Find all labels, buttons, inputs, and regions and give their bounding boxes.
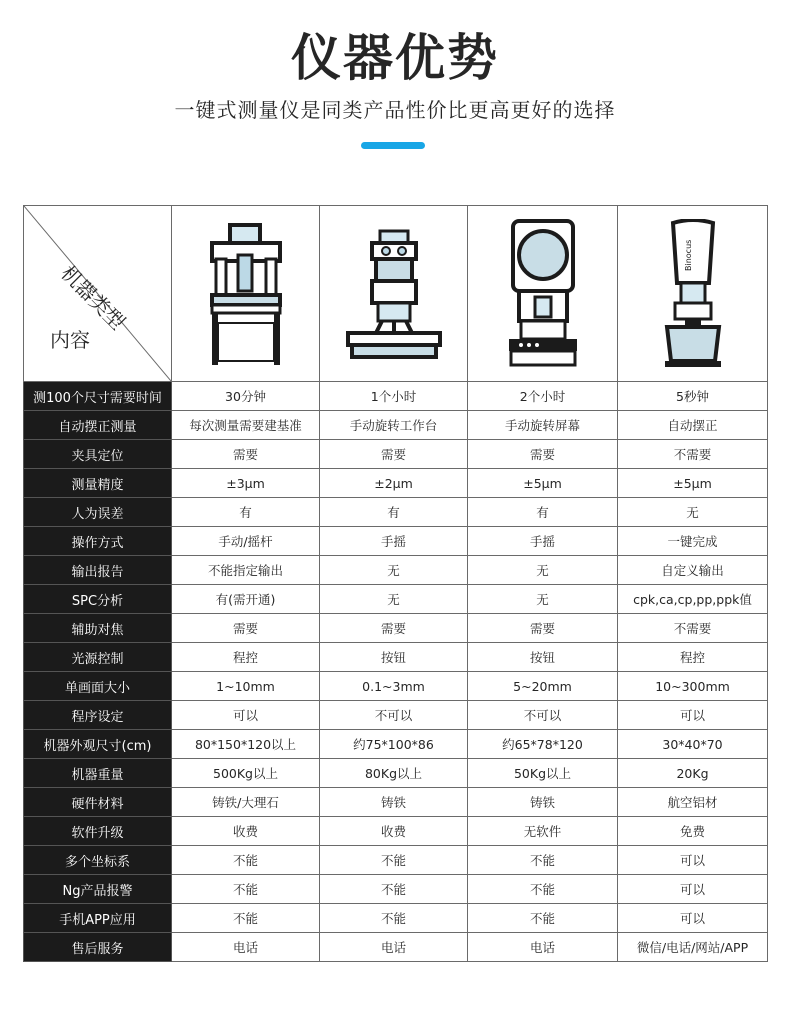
table-cell: 不能 [320, 875, 468, 904]
table-cell: 不能 [172, 904, 320, 933]
table-cell: 铸铁 [320, 788, 468, 817]
table-cell: 微信/电话/网站/APP [618, 933, 768, 962]
table-cell: 500Kg以上 [172, 759, 320, 788]
table-row [24, 730, 768, 759]
table-cell: 不能 [172, 846, 320, 875]
table-cell: 需要 [320, 440, 468, 469]
table-cell: 有 [468, 498, 618, 527]
corner-cell [24, 206, 172, 382]
profile-projector-icon [507, 219, 579, 369]
table-cell: 不需要 [618, 614, 768, 643]
table-row [24, 411, 768, 440]
table-cell: 30分钟 [172, 382, 320, 411]
table-cell: cpk,ca,cp,pp,ppk值 [618, 585, 768, 614]
table-cell: ±3μm [172, 469, 320, 498]
table-row [24, 527, 768, 556]
table-cell: 不能 [468, 904, 618, 933]
table-cell: 铸铁/大理石 [172, 788, 320, 817]
corner-content-label: 内容 [50, 328, 90, 352]
table-cell: 5秒钟 [618, 382, 768, 411]
table-cell: 铸铁 [468, 788, 618, 817]
table-row [24, 643, 768, 672]
table-cell: 自动摆正 [618, 411, 768, 440]
table-row [24, 788, 768, 817]
table-row [24, 817, 768, 846]
row-label: 测100个尺寸需要时间 [24, 382, 172, 411]
table-row [24, 904, 768, 933]
table-cell: 50Kg以上 [468, 759, 618, 788]
table-row [24, 759, 768, 788]
row-label: 硬件材料 [24, 788, 172, 817]
table-row [24, 585, 768, 614]
table-cell: ±5μm [468, 469, 618, 498]
row-label: 输出报告 [24, 556, 172, 585]
table-cell: 30*40*70 [618, 730, 768, 759]
table-cell: 需要 [172, 614, 320, 643]
page-subtitle: 一键式测量仪是同类产品性价比更高更好的选择 [174, 98, 616, 122]
row-label: 人为误差 [24, 498, 172, 527]
table-cell: 电话 [468, 933, 618, 962]
table-cell: 无 [468, 556, 618, 585]
table-cell: 10~300mm [618, 672, 768, 701]
table-cell: 无软件 [468, 817, 618, 846]
table-cell: ±2μm [320, 469, 468, 498]
accent-bar [361, 142, 425, 149]
corner-type-label: 机器类型 [56, 260, 130, 335]
machine-cell-2 [320, 206, 468, 382]
gantry-measuring-machine-icon [210, 219, 282, 369]
table-row [24, 382, 768, 411]
table-row [24, 933, 768, 962]
table-cell: 0.1~3mm [320, 672, 468, 701]
table-cell: 需要 [468, 614, 618, 643]
table-cell: 不能 [468, 846, 618, 875]
table-cell: 不能 [320, 904, 468, 933]
table-cell: 按钮 [320, 643, 468, 672]
table-row [24, 498, 768, 527]
row-label: 自动摆正测量 [24, 411, 172, 440]
row-label: 操作方式 [24, 527, 172, 556]
table-cell: 可以 [618, 875, 768, 904]
table-row [24, 440, 768, 469]
machine-cell-3 [468, 206, 618, 382]
table-row [24, 701, 768, 730]
table-cell: 电话 [320, 933, 468, 962]
table-cell: 约65*78*120 [468, 730, 618, 759]
table-cell: 有 [172, 498, 320, 527]
table-cell: 自定义输出 [618, 556, 768, 585]
page-title: 仪器优势 [291, 29, 499, 87]
table-cell: 有(需开通) [172, 585, 320, 614]
one-key-measuring-instrument-icon [663, 219, 723, 369]
row-label: 手机APP应用 [24, 904, 172, 933]
table-cell: ±5μm [618, 469, 768, 498]
table-row [24, 875, 768, 904]
row-label: 机器外观尺寸(cm) [24, 730, 172, 759]
machine-cell-1 [172, 206, 320, 382]
table-cell: 不需要 [618, 440, 768, 469]
table-cell: 不能 [320, 846, 468, 875]
table-cell: 无 [320, 556, 468, 585]
table-cell: 收费 [320, 817, 468, 846]
table-cell: 需要 [468, 440, 618, 469]
table-cell: 不可以 [320, 701, 468, 730]
table-cell: 手摇 [468, 527, 618, 556]
table-cell: 手摇 [320, 527, 468, 556]
table-cell: 1个小时 [320, 382, 468, 411]
table-cell: 手动/摇杆 [172, 527, 320, 556]
table-cell: 可以 [618, 701, 768, 730]
row-label: 夹具定位 [24, 440, 172, 469]
table-row [24, 556, 768, 585]
table-cell: 可以 [172, 701, 320, 730]
row-label: 软件升级 [24, 817, 172, 846]
table-cell: 2个小时 [468, 382, 618, 411]
table-row [24, 614, 768, 643]
row-label: 单画面大小 [24, 672, 172, 701]
table-cell: 无 [618, 498, 768, 527]
row-label: SPC分析 [24, 585, 172, 614]
table-cell: 程控 [618, 643, 768, 672]
table-cell: 一键完成 [618, 527, 768, 556]
table-cell: 不可以 [468, 701, 618, 730]
row-label: 测量精度 [24, 469, 172, 498]
table-cell: 收费 [172, 817, 320, 846]
table-cell: 不能 [172, 875, 320, 904]
row-label: Ng产品报警 [24, 875, 172, 904]
table-row [24, 846, 768, 875]
table-cell: 可以 [618, 846, 768, 875]
table-cell: 20Kg [618, 759, 768, 788]
table-cell: 1~10mm [172, 672, 320, 701]
table-cell: 不能指定输出 [172, 556, 320, 585]
table-cell: 手动旋转工作台 [320, 411, 468, 440]
table-cell: 不能 [468, 875, 618, 904]
row-label: 光源控制 [24, 643, 172, 672]
table-row [24, 672, 768, 701]
table-cell: 电话 [172, 933, 320, 962]
table-cell: 可以 [618, 904, 768, 933]
table-cell: 航空铝材 [618, 788, 768, 817]
table-cell: 约75*100*86 [320, 730, 468, 759]
table-cell: 无 [468, 585, 618, 614]
table-cell: 免费 [618, 817, 768, 846]
machine-header-row [24, 206, 768, 382]
table-cell: 程控 [172, 643, 320, 672]
table-cell: 手动旋转屏幕 [468, 411, 618, 440]
row-label: 程序设定 [24, 701, 172, 730]
measuring-microscope-icon [346, 229, 442, 359]
table-cell: 80Kg以上 [320, 759, 468, 788]
row-label: 多个坐标系 [24, 846, 172, 875]
row-label: 辅助对焦 [24, 614, 172, 643]
table-cell: 5~20mm [468, 672, 618, 701]
comparison-table [23, 205, 768, 962]
row-label: 机器重量 [24, 759, 172, 788]
machine-cell-4 [618, 206, 768, 382]
table-row [24, 469, 768, 498]
table-cell: 有 [320, 498, 468, 527]
table-cell: 无 [320, 585, 468, 614]
table-cell: 80*150*120以上 [172, 730, 320, 759]
table-cell: 每次测量需要建基准 [172, 411, 320, 440]
row-label: 售后服务 [24, 933, 172, 962]
table-cell: 需要 [320, 614, 468, 643]
brand-label: Binocus [683, 239, 693, 271]
table-cell: 按钮 [468, 643, 618, 672]
table-cell: 需要 [172, 440, 320, 469]
